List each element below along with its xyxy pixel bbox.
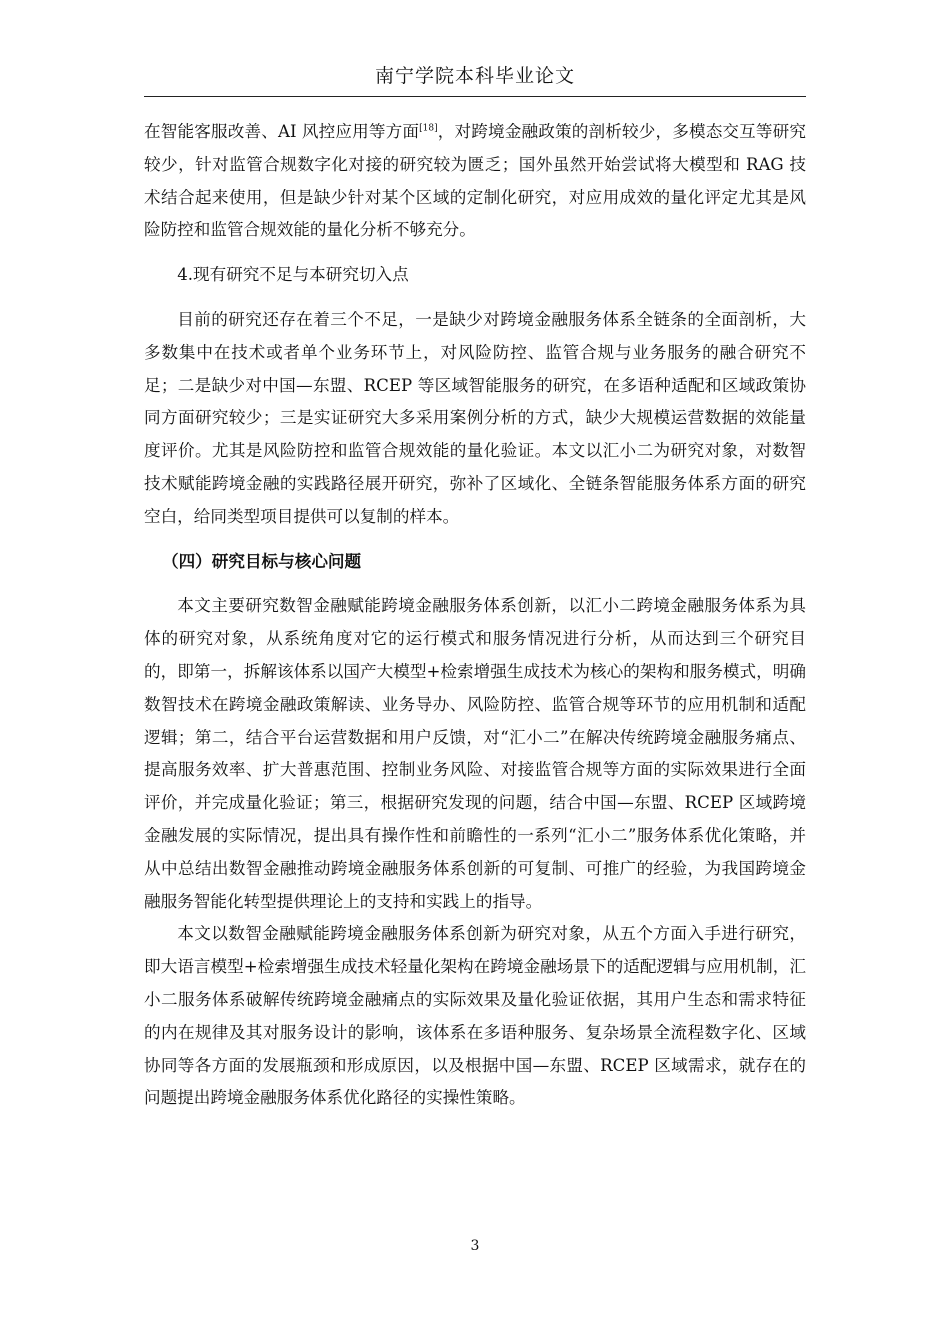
header-rule: [144, 96, 806, 97]
paragraph-research-gaps: 目前的研究还存在着三个不足，一是缺少对跨境金融服务体系全链条的全面剖析，大多数集中在技术或者单个业务环节上，对风险防控、监管合规与业务服务的融合研究不足；二是缺少对中国—东盟、RCEP 等区域智能服务的研究，在多语种适配和区域政策协同方面研究较少；三是实证研究大多采用案例分析的方式，缺少大规模运营数据的效能量度评价。尤其是风险防控和监管合规效能的量化验证。本文以汇小二为研究对象，对数智技术赋能跨境金融的实践路径展开研究，弥补了区域化、全链条智能服务体系方面的研究空白，给同类型项目提供可以复制的样本。: [144, 309, 806, 526]
subheading-research-gaps: 4.现有研究不足与本研究切入点: [177, 265, 409, 285]
paragraph-prior-research: [144, 116, 806, 247]
paragraph-research-objectives: 本文主要研究数智金融赋能跨境金融服务体系创新，以汇小二跨境金融服务体系为具体的研究对象，从系统角度对它的运行模式和服务情况进行分析，从而达到三个研究目的，即第一，拆解该体系以国产大模型+检索增强生成技术为核心的架构和服务模式，明确数智技术在跨境金融政策解读、业务导办、风险防控、监管合规等环节的应用机制和适配逻辑；第二，结合平台运营数据和用户反馈，对“汇小二”在解决传统跨境金融服务痛点、提高服务效率、扩大普惠范围、控制业务风险、对接监管合规等方面的实际效果进行全面评价，并完成量化验证；第三，根据研究发现的问题，结合中国—东盟、RCEP 区域跨境金融发展的实际情况，提出具有操作性和前瞻性的一系列“汇小二”服务体系优化策略，并从中总结出数智金融推动跨境金融服务体系创新的可复制、可推广的经验，为我国跨境金融服务智能化转型提供理论上的支持和实践上的指导。: [144, 596, 806, 911]
paragraph-text: ，对跨境金融政策的剖析较少，多模态交互等研究较少，针对监管合规数字化对接的研究较为匮乏；国外虽然开始尝试将大模型和 RAG 技术结合起来使用，但是缺少针对某个区域的定制化研究，对应用成效的量化评定尤其是风险防控和监管合规效能的量化分析不够充分。: [144, 122, 807, 240]
paragraph-research-scope: 本文以数智金融赋能跨境金融服务体系创新为研究对象，从五个方面入手进行研究，即大语言模型+检索增强生成技术轻量化架构在跨境金融场景下的适配逻辑与应用机制，汇小二服务体系破解传统跨境金融痛点的实际效果及量化验证依据，其用户生态和需求特征的内在规律及其对服务设计的影响，该体系在多语种服务、复杂场景全流程数字化、区域协同等各方面的发展瓶颈和形成原因，以及根据中国—东盟、RCEP 区域需求，就存在的问题提出跨境金融服务体系优化路径的实操性策略。: [144, 924, 806, 1108]
section-heading: （四）研究目标与核心问题: [162, 551, 362, 571]
page-number: 3: [470, 1238, 480, 1254]
running-header: 南宁学院本科毕业论文: [374, 65, 575, 87]
citation-marker: [18]: [419, 123, 438, 134]
page-body: [144, 116, 806, 1115]
paragraph-text: 在智能客服改善、AI 风控应用等方面: [144, 122, 420, 141]
